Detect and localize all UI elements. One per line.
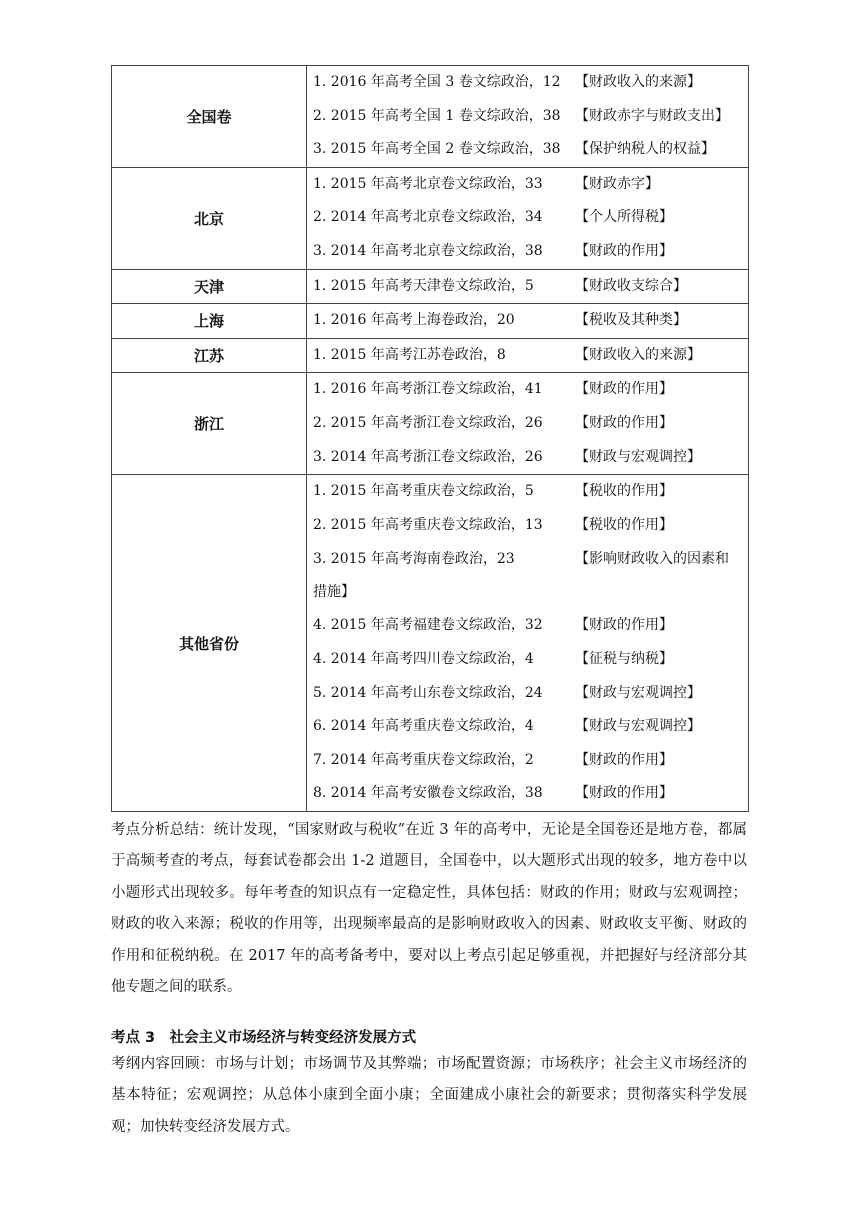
list-item — [313, 133, 742, 167]
items-cell — [307, 167, 749, 269]
exam-source: 2. 2015 年高考重庆卷文综政治，13 — [313, 516, 543, 533]
exam-source: 1. 2016 年高考浙江卷文综政治，41 — [313, 381, 543, 398]
exam-topic: 【财政收入的来源】 — [575, 74, 701, 90]
exam-source: 5. 2014 年高考山东卷文综政治，24 — [313, 684, 543, 701]
exam-topic: 【财政的作用】 — [575, 242, 673, 259]
exam-source: 1. 2015 年高考北京卷文综政治，33 — [313, 175, 543, 192]
exam-source: 1. 2015 年高考江苏卷政治，8 — [313, 346, 506, 363]
list-item — [313, 270, 742, 304]
list-item — [313, 509, 742, 543]
items-cell — [307, 304, 749, 339]
exam-topic: 【财政与宏观调控】 — [575, 718, 701, 735]
exam-topic: 【财政的作用】 — [575, 381, 673, 398]
exam-source: 2. 2014 年高考北京卷文综政治，34 — [313, 209, 543, 226]
exam-topic: 【个人所得税】 — [575, 209, 673, 226]
exam-topic: 【财政收支综合】 — [575, 277, 687, 294]
items-cell — [307, 475, 749, 812]
exam-source: 4. 2014 年高考四川卷文综政治，4 — [313, 650, 534, 667]
exam-topic: 【财政收入的来源】 — [575, 346, 701, 363]
summary-paragraph: 考点分析总结：统计发现，“国家财政与税收”在近 3 年的高考中，无论是全国卷还是地方卷，都属于高频考查的考点，每套试卷都会出 1-2 道题目，全国卷中，以大题形式出现的较多，地方卷中以小题形式出现较多。每年考查的知识点有一定稳定性，具体包括：财政的作用；财政与宏观调控；财政的收入来源；税收的作用等，出现频率最高的是影响财政收入的因素、财政收支平衡、财政的作用和征税纳税。在 2017 年的高考备考中，要对以上考点引起足够重视，并把握好与经济部分其他专题之间的联系。 — [111, 822, 747, 996]
table-row — [112, 475, 749, 812]
exam-topic: 【财政与宏观调控】 — [575, 448, 701, 465]
list-item — [313, 373, 742, 407]
exam-topic: 【财政赤字与财政支出】 — [575, 107, 729, 124]
exam-topic: 【征税与纳税】 — [575, 650, 673, 667]
exam-source: 4. 2015 年高考福建卷文综政治，32 — [313, 617, 543, 634]
list-item — [313, 744, 742, 778]
exam-topic: 【税收的作用】 — [575, 483, 673, 500]
region-cell: 全国卷 — [112, 66, 307, 168]
table-row — [112, 373, 749, 475]
exam-source: 6. 2014 年高考重庆卷文综政治，4 — [313, 718, 534, 735]
list-item — [313, 100, 742, 134]
exam-source: 1. 2015 年高考重庆卷文综政治，5 — [313, 483, 534, 500]
exam-source: 3. 2015 年高考全国 2 卷文综政治，38 — [313, 141, 561, 158]
list-item — [313, 710, 742, 744]
exam-topic: 【保护纳税人的权益】 — [575, 141, 715, 158]
region-cell: 江苏 — [112, 338, 307, 373]
list-item — [313, 407, 742, 441]
exam-source: 1. 2016 年高考全国 3 卷文综政治，12 — [313, 74, 561, 90]
items-cell — [307, 269, 749, 304]
list-item — [313, 441, 742, 475]
list-item — [313, 235, 742, 269]
list-item — [313, 609, 742, 643]
exam-topic: 【税收的作用】 — [575, 516, 673, 533]
list-item — [313, 475, 742, 509]
exam-source: 3. 2014 年高考浙江卷文综政治，26 — [313, 448, 543, 465]
items-cell — [307, 338, 749, 373]
table-row — [112, 167, 749, 269]
exam-source: 2. 2015 年高考全国 1 卷文综政治，38 — [313, 107, 561, 124]
exam-topic: 【财政的作用】 — [575, 414, 673, 431]
table-row — [112, 304, 749, 339]
list-item — [313, 201, 742, 235]
outline-paragraph: 考纲内容回顾：市场与计划；市场调节及其弊端；市场配置资源；市场秩序；社会主义市场经济的基本特征；宏观调控；从总体小康到全面小康；全面建成小康社会的新要求；贯彻落实科学发展观；加快转变经济发展方式。 — [111, 1056, 747, 1135]
region-cell: 北京 — [112, 167, 307, 269]
exam-source: 1. 2016 年高考上海卷政治，20 — [313, 312, 515, 329]
region-cell: 天津 — [112, 269, 307, 304]
region-cell: 上海 — [112, 304, 307, 339]
table-row — [112, 66, 749, 168]
exam-source: 8. 2014 年高考安徽卷文综政治，38 — [313, 785, 543, 802]
items-cell — [307, 373, 749, 475]
list-item — [313, 304, 742, 338]
table-row — [112, 269, 749, 304]
exam-source: 3. 2014 年高考北京卷文综政治，38 — [313, 242, 543, 259]
exam-topic: 【财政与宏观调控】 — [575, 684, 701, 701]
list-item — [313, 677, 742, 711]
exam-source: 2. 2015 年高考浙江卷文综政治，26 — [313, 414, 543, 431]
list-item — [313, 168, 742, 202]
items-cell — [307, 66, 749, 168]
list-item — [313, 339, 742, 373]
section-heading: 考点 3 社会主义市场经济与转变经济发展方式 — [111, 1030, 417, 1046]
exam-topic: 【影响财政收入的因素和 — [575, 551, 729, 568]
exam-source: 7. 2014 年高考重庆卷文综政治，2 — [313, 751, 534, 768]
list-item — [313, 542, 742, 609]
exam-topic: 【财政的作用】 — [575, 617, 673, 634]
list-item — [313, 777, 742, 811]
exam-source: 1. 2015 年高考天津卷文综政治，5 — [313, 277, 534, 294]
region-cell: 其他省份 — [112, 475, 307, 812]
exam-topic: 【财政赤字】 — [575, 175, 659, 192]
list-item — [313, 643, 742, 677]
exam-table — [111, 65, 749, 812]
exam-topic: 【税收及其种类】 — [575, 312, 687, 329]
exam-source: 3. 2015 年高考海南卷政治，23 — [313, 551, 515, 568]
exam-topic-continuation: 措施】 — [313, 584, 355, 601]
region-cell: 浙江 — [112, 373, 307, 475]
exam-topic: 【财政的作用】 — [575, 785, 673, 802]
list-item — [313, 66, 742, 100]
exam-topic: 【财政的作用】 — [575, 751, 673, 768]
table-row — [112, 338, 749, 373]
